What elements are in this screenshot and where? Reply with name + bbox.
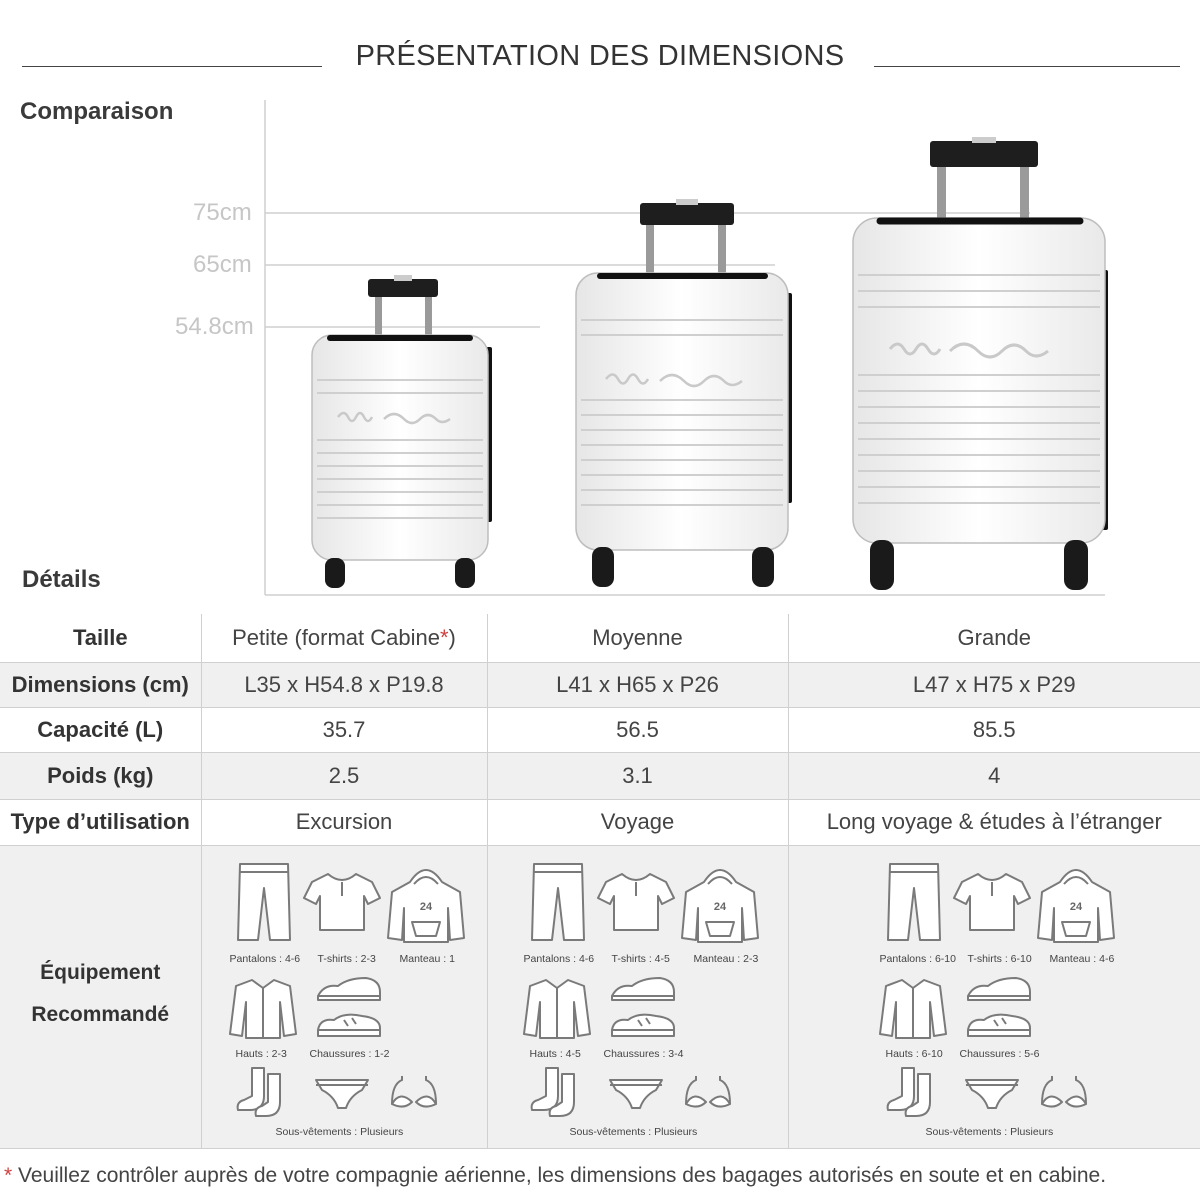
bra-icon — [388, 1074, 440, 1110]
coat-caption: Manteau : 2-3 — [693, 952, 759, 965]
height-label-54-8: 54.8cm — [175, 313, 254, 340]
size-small-text: Petite (format Cabine — [232, 624, 440, 650]
pants-icon — [234, 860, 294, 944]
sneaker-item — [608, 1010, 678, 1040]
weight-large: 4 — [788, 752, 1200, 799]
weight-small: 2.5 — [201, 752, 487, 799]
briefs-icon — [608, 1076, 664, 1112]
pants-caption: Pantalons : 4-6 — [523, 952, 595, 965]
footnote-text: Veuillez contrôler auprès de votre compagnie aérienne, les dimensions des bagages autorisés en soute et en cabine. — [12, 1164, 1107, 1187]
shirt-icon — [228, 976, 298, 1040]
row-label-capacity: Capacité (L) — [0, 707, 201, 752]
pants-item — [884, 860, 944, 944]
pants-caption: Pantalons : 4-6 — [229, 952, 301, 965]
height-label-75: 75cm — [193, 199, 252, 226]
sneaker-item — [314, 1010, 384, 1040]
row-weight — [0, 752, 1200, 799]
header-rule-right — [874, 66, 1180, 67]
size-medium: Moyenne — [487, 614, 788, 662]
tshirt-item — [596, 870, 676, 934]
asterisk-mark: * — [439, 624, 449, 650]
capacity-small: 35.7 — [201, 707, 487, 752]
socks-item — [234, 1066, 290, 1118]
section-details-title: Détails — [22, 566, 101, 593]
shoes-caption: Chaussures : 5-6 — [959, 1047, 1040, 1060]
row-size — [0, 614, 1200, 662]
equipment-label-line2: Recommandé — [31, 1002, 170, 1026]
hoodie-icon — [386, 862, 466, 946]
tshirt-icon — [596, 870, 676, 934]
briefs-item — [314, 1076, 370, 1112]
briefs-item — [608, 1076, 664, 1112]
shirt-item — [522, 976, 592, 1040]
shoe-item — [314, 974, 384, 1004]
header-rule-left — [22, 66, 322, 67]
row-equipment — [0, 845, 1200, 1148]
pants-caption: Pantalons : 6-10 — [879, 952, 956, 965]
tshirt-icon — [952, 870, 1032, 934]
dress-shoe-icon — [964, 974, 1034, 1004]
usage-medium: Voyage — [487, 799, 788, 845]
sneaker-item — [964, 1010, 1034, 1040]
suitcase-small — [312, 275, 492, 588]
tops-caption: Hauts : 2-3 — [235, 1047, 287, 1060]
bra-item — [682, 1074, 734, 1110]
hoodie-icon — [1036, 862, 1116, 946]
capacity-medium: 56.5 — [487, 707, 788, 752]
size-small — [201, 614, 487, 662]
row-label-weight: Poids (kg) — [0, 752, 201, 799]
dimensions-small: L35 x H54.8 x P19.8 — [201, 662, 487, 707]
shoes-caption: Chaussures : 1-2 — [309, 1047, 390, 1060]
size-small-close: ) — [448, 624, 456, 650]
underwear-caption: Sous-vêtements : Plusieurs — [569, 1125, 698, 1138]
socks-icon — [234, 1066, 290, 1118]
usage-small: Excursion — [201, 799, 487, 845]
shirt-icon — [878, 976, 948, 1040]
suitcase-large — [853, 137, 1108, 590]
dimensions-large: L47 x H75 x P29 — [788, 662, 1200, 707]
shirt-item — [878, 976, 948, 1040]
bra-icon — [682, 1074, 734, 1110]
section-comparison-title: Comparaison — [20, 98, 174, 125]
sneaker-icon — [964, 1010, 1034, 1040]
weight-medium: 3.1 — [487, 752, 788, 799]
bra-item — [1038, 1074, 1090, 1110]
row-label-size: Taille — [0, 614, 201, 662]
row-capacity — [0, 707, 1200, 752]
equipment-small — [201, 845, 487, 1148]
dress-shoe-icon — [608, 974, 678, 1004]
height-label-65: 65cm — [193, 251, 252, 278]
size-comparison — [0, 95, 1200, 605]
bra-icon — [1038, 1074, 1090, 1110]
socks-item — [528, 1066, 584, 1118]
underwear-caption: Sous-vêtements : Plusieurs — [925, 1125, 1054, 1138]
equipment-medium-grid — [488, 846, 788, 1146]
dimensions-medium: L41 x H65 x P26 — [487, 662, 788, 707]
page-title: PRÉSENTATION DES DIMENSIONS — [355, 40, 845, 72]
footnote-asterisk: * — [4, 1164, 13, 1187]
hoodie-item — [680, 862, 760, 946]
tshirt-icon — [302, 870, 382, 934]
pants-item — [528, 860, 588, 944]
socks-icon — [528, 1066, 584, 1118]
row-usage — [0, 799, 1200, 845]
coat-caption: Manteau : 4-6 — [1049, 952, 1115, 965]
footnote — [4, 1164, 1106, 1188]
capacity-large: 85.5 — [788, 707, 1200, 752]
bra-item — [388, 1074, 440, 1110]
row-label-equipment — [0, 845, 201, 1148]
tops-caption: Hauts : 6-10 — [885, 1047, 943, 1060]
suitcase-medium — [576, 199, 792, 587]
hoodie-number: 24 — [1069, 900, 1082, 913]
socks-item — [884, 1066, 940, 1118]
sneaker-icon — [314, 1010, 384, 1040]
dress-shoe-icon — [314, 974, 384, 1004]
sneaker-icon — [608, 1010, 678, 1040]
tops-caption: Hauts : 4-5 — [529, 1047, 581, 1060]
briefs-item — [964, 1076, 1020, 1112]
tshirts-caption: T-shirts : 2-3 — [317, 952, 376, 965]
size-large: Grande — [788, 614, 1200, 662]
tshirts-caption: T-shirts : 6-10 — [967, 952, 1032, 965]
usage-large: Long voyage & études à l’étranger — [788, 799, 1200, 845]
equipment-small-grid — [202, 846, 487, 1146]
hoodie-icon — [680, 862, 760, 946]
tshirt-item — [302, 870, 382, 934]
page-header — [0, 36, 1200, 76]
underwear-caption: Sous-vêtements : Plusieurs — [275, 1125, 404, 1138]
suitcases-illustration — [0, 95, 1200, 605]
row-dimensions — [0, 662, 1200, 707]
shirt-icon — [522, 976, 592, 1040]
details-table — [0, 614, 1200, 1149]
shirt-item — [228, 976, 298, 1040]
hoodie-item — [386, 862, 466, 946]
hoodie-number: 24 — [713, 900, 726, 913]
pants-item — [234, 860, 294, 944]
shoes-caption: Chaussures : 3-4 — [603, 1047, 684, 1060]
hoodie-item — [1036, 862, 1116, 946]
equipment-label-line1: Équipement — [40, 960, 161, 984]
pants-icon — [528, 860, 588, 944]
equipment-large — [788, 845, 1200, 1148]
coat-caption: Manteau : 1 — [399, 952, 455, 965]
briefs-icon — [314, 1076, 370, 1112]
row-label-dimensions: Dimensions (cm) — [0, 662, 201, 707]
socks-icon — [884, 1066, 940, 1118]
equipment-large-grid — [789, 846, 1200, 1146]
hoodie-number: 24 — [419, 900, 432, 913]
equipment-medium — [487, 845, 788, 1148]
briefs-icon — [964, 1076, 1020, 1112]
tshirts-caption: T-shirts : 4-5 — [611, 952, 670, 965]
shoe-item — [608, 974, 678, 1004]
pants-icon — [884, 860, 944, 944]
tshirt-item — [952, 870, 1032, 934]
shoe-item — [964, 974, 1034, 1004]
row-label-usage: Type d’utilisation — [0, 799, 201, 845]
